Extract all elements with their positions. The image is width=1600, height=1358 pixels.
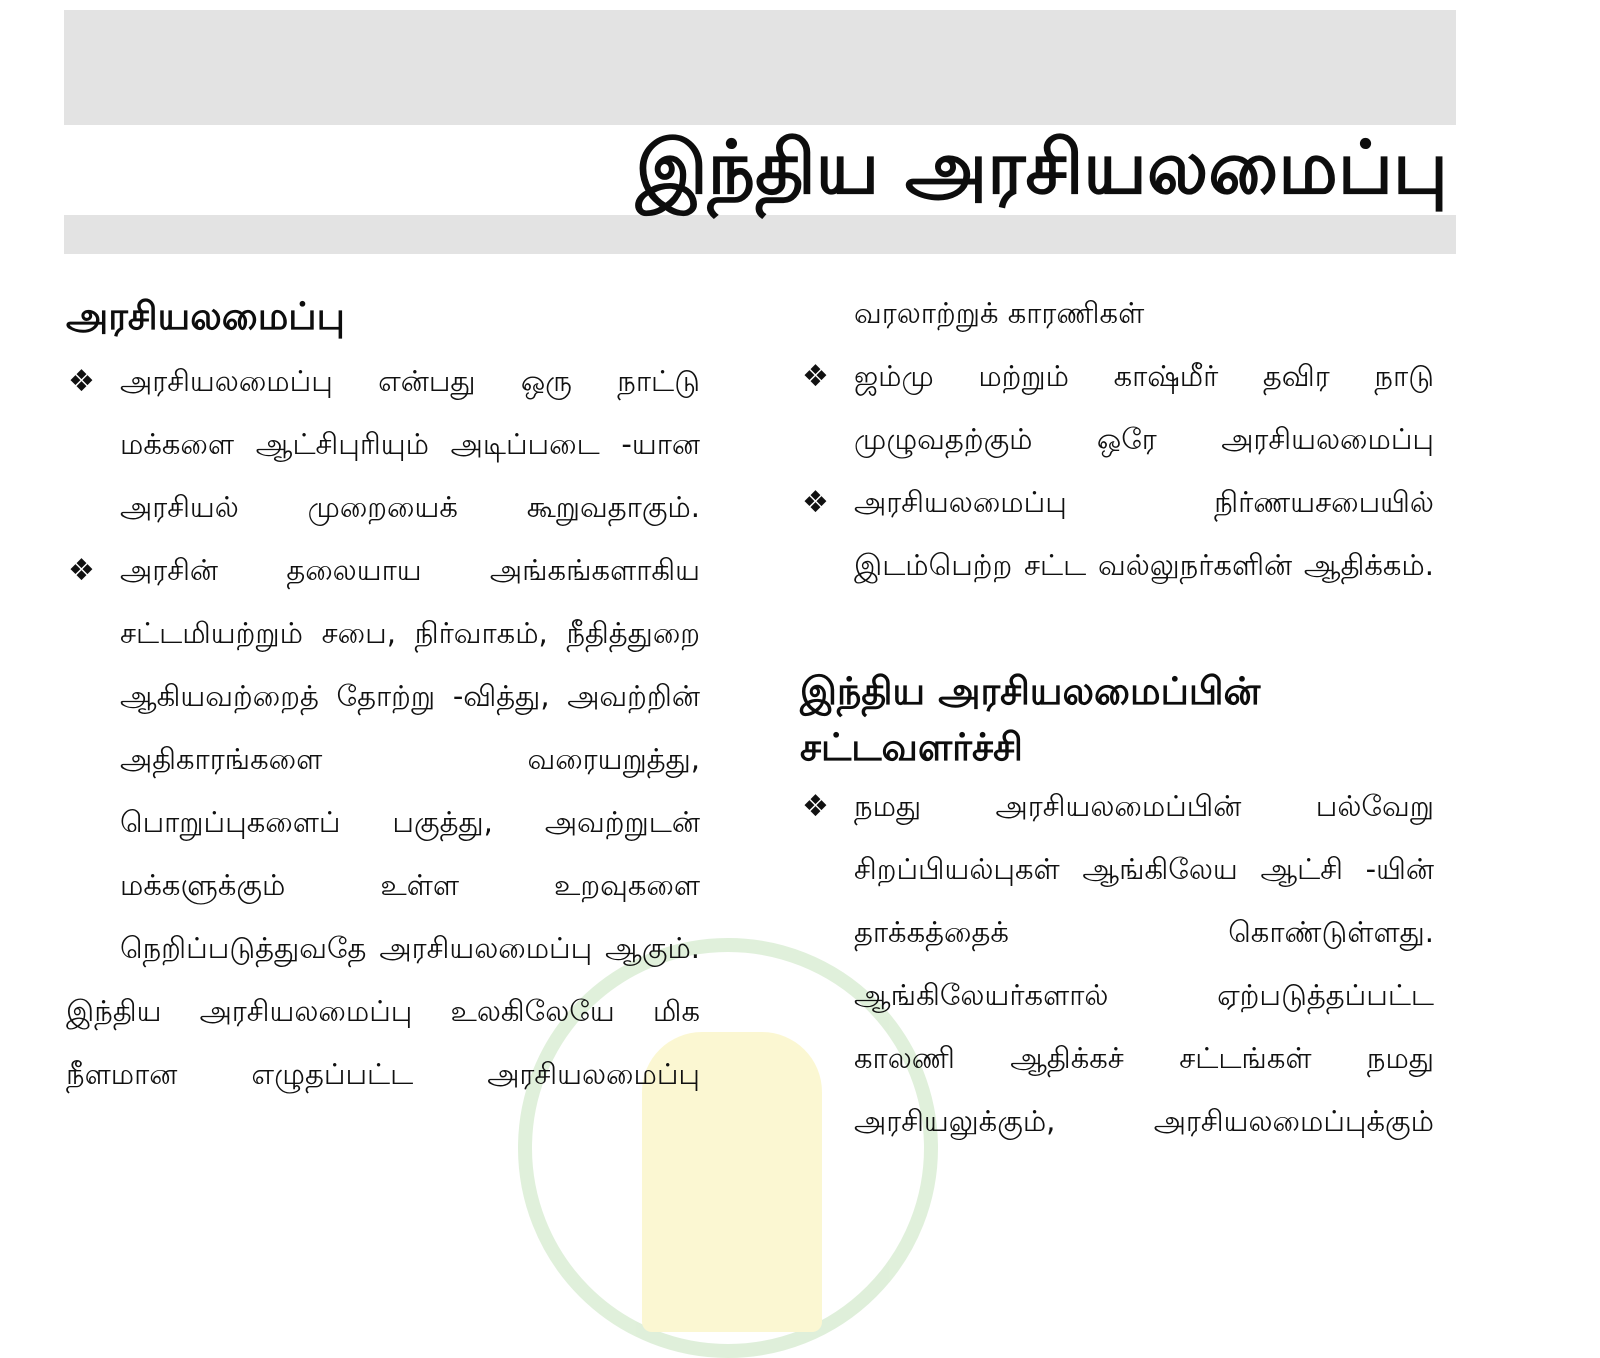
- page-title: இந்திய அரசியலமைப்பு: [635, 125, 1448, 211]
- bullet-item: [800, 775, 1434, 1153]
- bullet-text: அரசியலமைப்பு என்பது ஒரு நாட்டு மக்களை ஆட்சிபுரியும் அடிப்படை -யான அரசியல் முறையைக் கூறுவதாகும்.: [120, 364, 700, 524]
- right-column: [800, 282, 1434, 1153]
- paragraph-text: இந்திய அரசியலமைப்பு உலகிலேயே மிக நீளமான எழுதப்பட்ட அரசியலமைப்பு: [66, 994, 700, 1091]
- header-band-top: [64, 10, 1456, 125]
- left-column: [66, 288, 700, 1106]
- bullet-diamond-icon: ❖: [802, 485, 829, 520]
- continuation-text: வரலாற்றுக் காரணிகள்: [854, 296, 1145, 330]
- bullet-text: ஜம்மு மற்றும் காஷ்மீர் தவிர நாடு முழுவதற்கும் ஒரே அரசியலமைப்பு: [854, 359, 1434, 456]
- bullet-diamond-icon: ❖: [802, 359, 829, 394]
- section-heading-legal-growth-line1: இந்திய அரசியலமைப்பின்: [800, 669, 1261, 713]
- bullet-item: [800, 471, 1434, 597]
- bullet-item: [800, 345, 1434, 471]
- bullet-diamond-icon: ❖: [802, 789, 829, 824]
- bullet-item: [66, 350, 700, 539]
- bullet-item: [66, 539, 700, 980]
- bullet-diamond-icon: ❖: [68, 553, 95, 588]
- section-heading-constitution: அரசியலமைப்பு: [66, 294, 345, 338]
- bullet-text: நமது அரசியலமைப்பின் பல்வேறு சிறப்பியல்புகள் ஆங்கிலேய ஆட்சி -யின் தாக்கத்தைக் கொண்டுள்ளது. ஆங்கிலேயர்களால் ஏற்படுத்தப்பட்ட காலணி ஆதிக்கச் சட்டங்கள் நமது அரசியலுக்கும், அரசியலமைப்புக்கும்: [854, 789, 1434, 1138]
- header-band-bottom: [64, 215, 1456, 254]
- bullet-text: அரசியலமைப்பு நிர்ணயசபையில் இடம்பெற்ற சட்ட வல்லுநர்களின் ஆதிக்கம்.: [854, 485, 1434, 582]
- section-heading-legal-growth-line2: சட்டவளர்ச்சி: [800, 725, 1023, 769]
- bullet-text: அரசின் தலையாய அங்கங்களாகிய சட்டமியற்றும் சபை, நிர்வாகம், நீதித்துறை ஆகியவற்றைத் தோற்று -வித்து, அவற்றின் அதிகாரங்களை வரையறுத்து, பொறுப்புகளைப் பகுத்து, அவற்றுடன் மக்களுக்கும் உள்ள உறவுகளை நெறிப்படுத்துவதே அரசியலமைப்பு ஆகும்.: [120, 553, 700, 965]
- bullet-diamond-icon: ❖: [68, 364, 95, 399]
